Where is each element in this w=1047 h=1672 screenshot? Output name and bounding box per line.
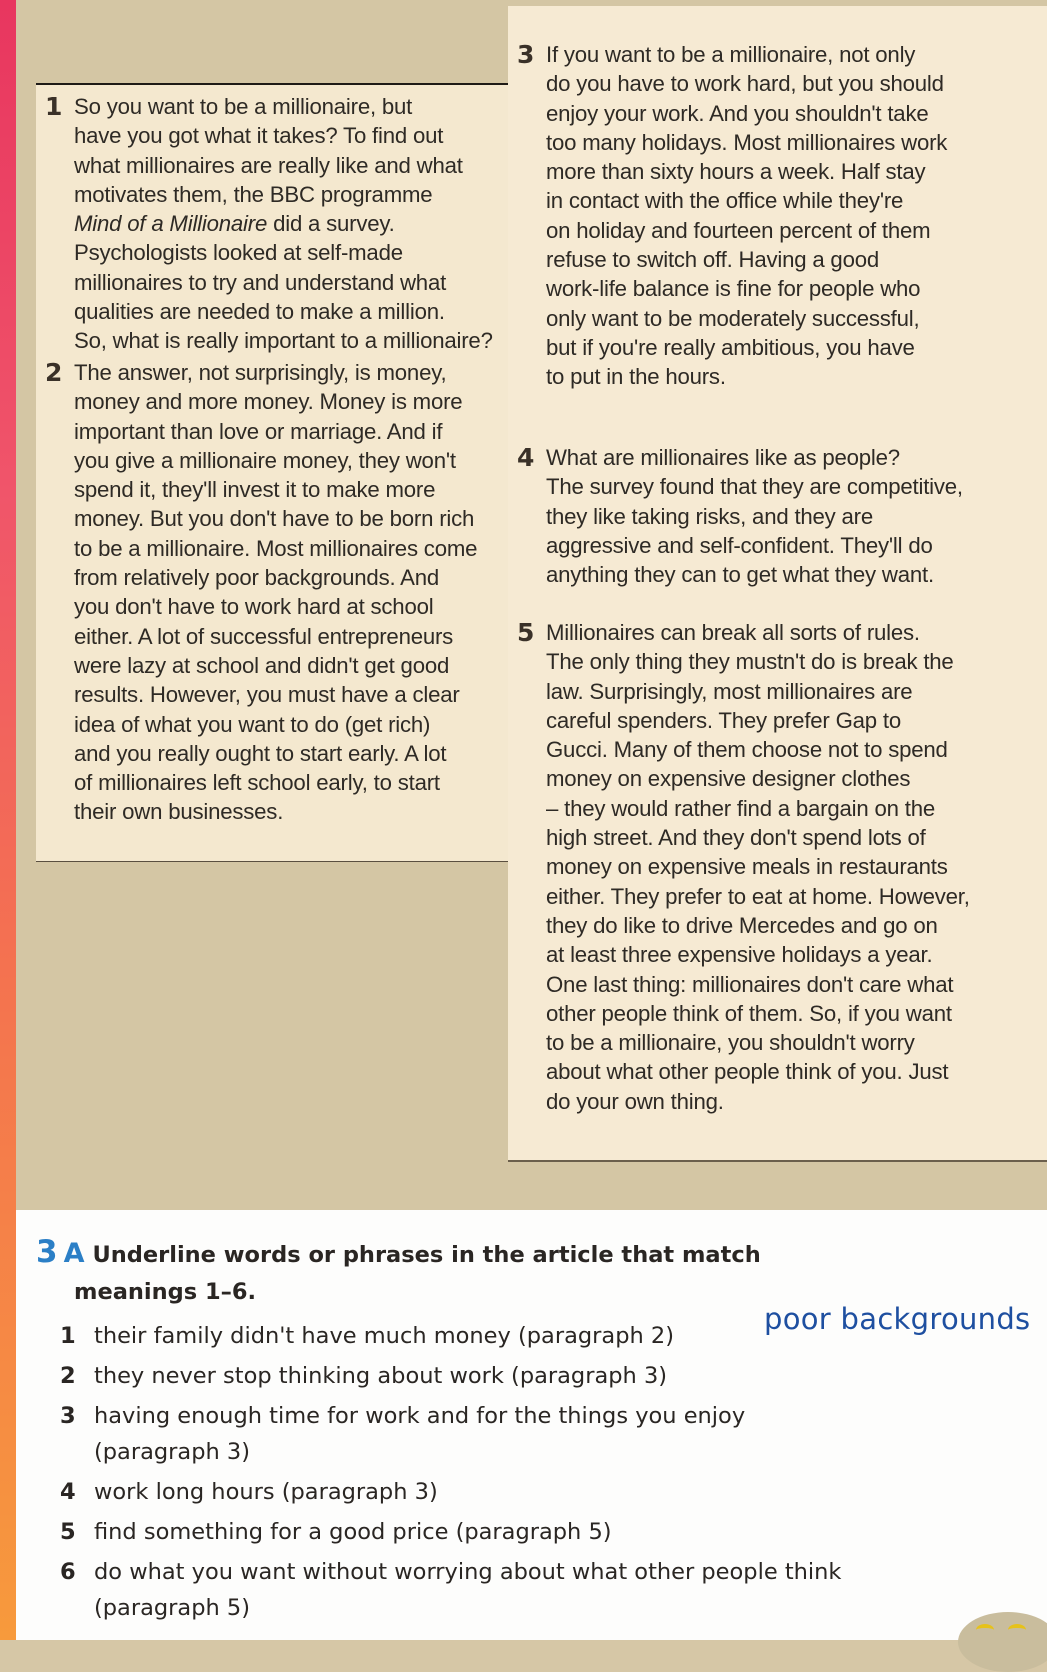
paragraph-line: to be a millionaire, you shouldn't worry — [546, 1030, 915, 1056]
paragraph-line: What are millionaires like as people? — [546, 445, 900, 470]
paragraph-1 — [45, 92, 493, 356]
paragraph-line: they do like to drive Mercedes and go on — [546, 912, 938, 938]
paragraph-line: anything they can to get what they want. — [546, 562, 934, 588]
paragraph-line: of millionaires left school early, to start — [74, 770, 440, 796]
paragraph-line: at least three expensive holidays a year. — [546, 942, 933, 968]
list-item: 3 having enough time for work and for the things you enjoy (paragraph 3) — [60, 1403, 746, 1465]
paragraph-line: Psychologists looked at self-made — [74, 240, 403, 266]
instruction-line-1: Underline words or phrases in the article that match — [92, 1242, 761, 1268]
paragraph-line: law. Surprisingly, most millionaires are — [546, 678, 913, 704]
paragraph-5 — [517, 618, 970, 1116]
list-item: 4 work long hours (paragraph 3) — [60, 1479, 438, 1505]
paragraph-line: So you want to be a millionaire, but — [74, 94, 413, 119]
paragraph-line: Mind of a Millionaire did a survey. — [74, 211, 395, 237]
paragraph-line: millionaires to try and understand what — [74, 269, 447, 295]
left-edge-gradient-strip — [0, 0, 16, 1640]
paragraph-line: in contact with the office while they're — [546, 188, 904, 214]
paragraph-number: 5 — [517, 618, 535, 647]
paragraph-line: idea of what you want to do (get rich) — [74, 711, 431, 737]
paragraph-line: too many holidays. Most millionaires work — [546, 129, 948, 155]
instruction-line-2: meanings 1–6. — [74, 1279, 257, 1305]
paragraph-line: If you want to be a millionaire, not only — [546, 42, 916, 67]
paragraph-line: Gucci. Many of them choose not to spend — [546, 737, 948, 763]
paragraph-line: you don't have to work hard at school — [74, 594, 434, 620]
paragraph-line: to be a millionaire. Most millionaires come — [74, 535, 478, 561]
paragraph-line: aggressive and self-confident. They'll do — [546, 532, 933, 558]
paragraph-line: but if you're really ambitious, you have — [546, 334, 915, 360]
exercise-instruction — [36, 1234, 796, 1311]
paragraph-line: have you got what it takes? To find out — [74, 123, 444, 149]
handwritten-answer: poor backgrounds — [764, 1302, 1031, 1336]
paragraph-line: money on expensive designer clothes — [546, 766, 911, 792]
paragraph-line: do your own thing. — [546, 1088, 724, 1114]
paragraph-line: important than love or marriage. And if — [74, 418, 443, 444]
paragraph-2 — [45, 358, 478, 827]
paragraph-number: 1 — [45, 92, 63, 121]
paragraph-line: on holiday and fourteen percent of them — [546, 217, 931, 243]
paragraph-number: 3 — [517, 40, 535, 69]
paragraph-line: were lazy at school and didn't get good — [74, 652, 450, 678]
paragraph-line: So, what is really important to a millionaire? — [74, 328, 493, 354]
paragraph-number: 2 — [45, 358, 63, 387]
paragraph-line: money on expensive meals in restaurants — [546, 854, 948, 880]
paragraph-line: and you really ought to start early. A lot — [74, 740, 447, 766]
paragraph-line: what millionaires are really like and what — [74, 152, 463, 178]
paragraph-line: other people think of them. So, if you want — [546, 1000, 952, 1026]
paragraph-line: more than sixty hours a week. Half stay — [546, 159, 926, 185]
paragraph-line: work-life balance is fine for people who — [546, 276, 921, 302]
paragraph-line: about what other people think of you. Just — [546, 1059, 949, 1085]
paragraph-line: either. A lot of successful entrepreneurs — [74, 623, 454, 649]
exercise-number: 3 — [36, 1234, 58, 1270]
paragraph-line: The only thing they mustn't do is break the — [546, 649, 954, 675]
paragraph-line: spend it, they'll invest it to make more — [74, 477, 436, 503]
paragraph-line: either. They prefer to eat at home. However, — [546, 883, 970, 909]
list-item: 1 their family didn't have much money (paragraph 2) — [60, 1323, 674, 1349]
paragraph-line: high street. And they don't spend lots of — [546, 825, 926, 851]
paragraph-line: from relatively poor backgrounds. And — [74, 565, 440, 591]
paragraph-line: to put in the hours. — [546, 364, 726, 390]
paragraph-line: only want to be moderately successful, — [546, 305, 920, 331]
exercise-letter: A — [63, 1238, 85, 1269]
paragraph-line: you give a millionaire money, they won't — [74, 447, 456, 473]
corner-sticker-icon — [958, 1612, 1047, 1672]
paragraph-line: do you have to work hard, but you should — [546, 71, 944, 97]
paragraph-line: The survey found that they are competitive, — [546, 474, 963, 500]
paragraph-3 — [517, 40, 948, 392]
meanings-list — [60, 1318, 1040, 1630]
paragraph-line: refuse to switch off. Having a good — [546, 247, 879, 273]
paragraph-line: motivates them, the BBC programme — [74, 181, 433, 207]
paragraph-line: they like taking risks, and they are — [546, 503, 874, 529]
paragraph-line: money. But you don't have to be born rich — [74, 506, 475, 532]
paragraph-line: Millionaires can break all sorts of rules. — [546, 620, 920, 645]
paragraph-line: careful spenders. They prefer Gap to — [546, 707, 901, 733]
paragraph-line: enjoy your work. And you shouldn't take — [546, 100, 929, 126]
paragraph-number: 4 — [517, 443, 535, 472]
list-item: 5 find something for a good price (paragraph 5) — [60, 1519, 612, 1545]
paragraph-4 — [517, 443, 963, 589]
list-item: 2 they never stop thinking about work (paragraph 3) — [60, 1363, 668, 1389]
paragraph-line: results. However, you must have a clear — [74, 682, 460, 708]
paragraph-line: their own businesses. — [74, 799, 284, 825]
paragraph-line: The answer, not surprisingly, is money, — [74, 360, 447, 385]
list-item: 6 do what you want without worrying about what other people think (paragraph 5) — [60, 1559, 842, 1621]
paragraph-line: – they would rather find a bargain on the — [546, 795, 935, 821]
paragraph-line: One last thing: millionaires don't care what — [546, 971, 954, 997]
paragraph-line: money and more money. Money is more — [74, 389, 463, 415]
exercise-section — [16, 1210, 1047, 1640]
paragraph-line: qualities are needed to make a million. — [74, 299, 445, 325]
